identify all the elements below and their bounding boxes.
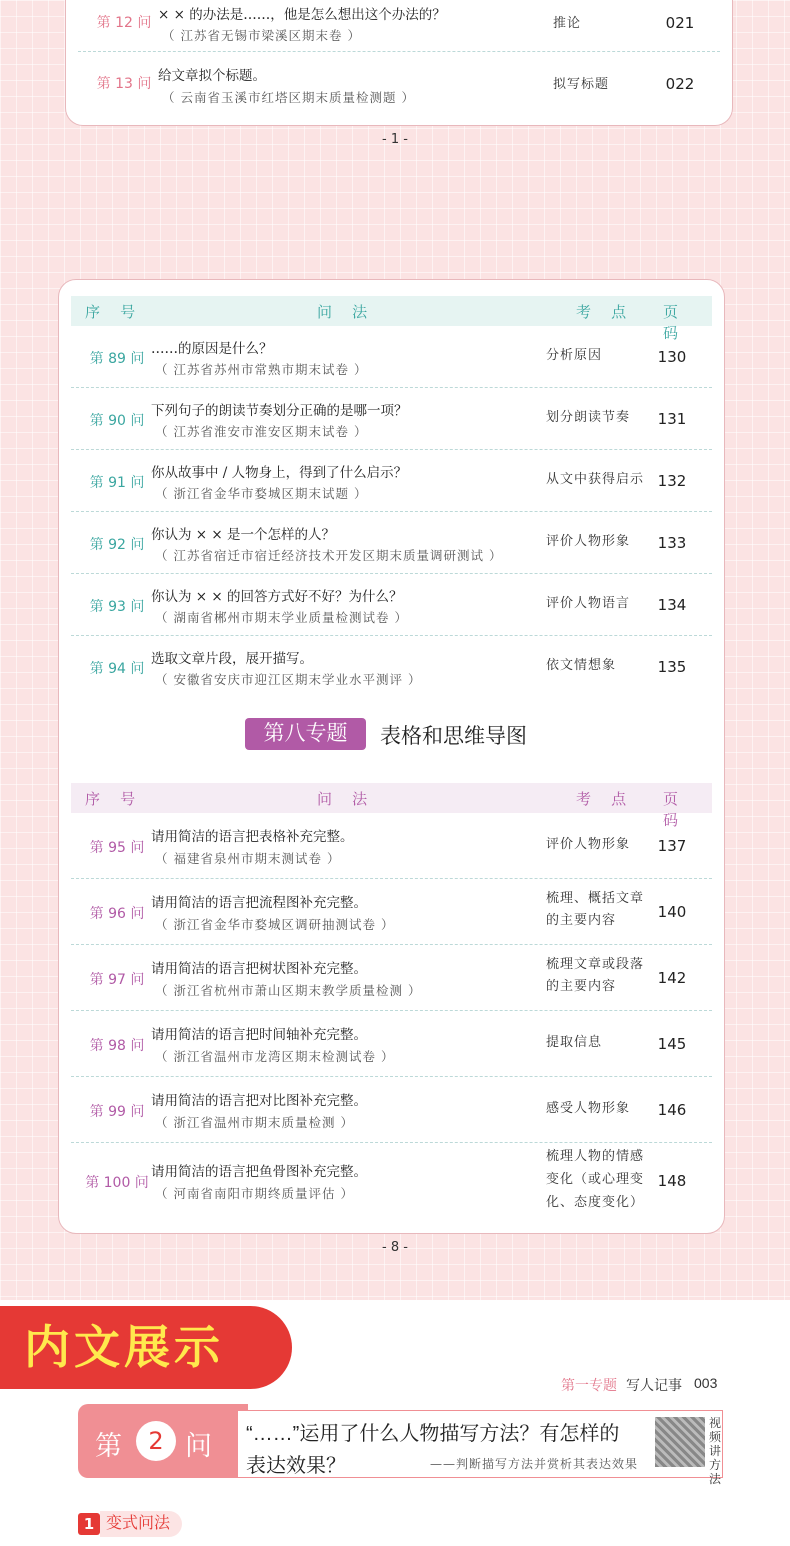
test-point: 评价人物语言 xyxy=(546,596,631,611)
header-point: 考 点 xyxy=(576,791,635,808)
test-point-line2: 变化（或心理变 xyxy=(546,1172,645,1187)
table-row xyxy=(71,326,712,388)
question-text: 你认为 × × 的回答方式好不好？为什么？ xyxy=(151,589,403,605)
header-question: 问 法 xyxy=(317,791,376,808)
question-number: 第 95 问 xyxy=(89,840,145,856)
question-source: （ 江苏省淮安市淮安区期末试卷 ） xyxy=(155,424,368,439)
question-subtitle: ——判断描写方法并赏析其表达效果 xyxy=(430,1457,639,1471)
page-ref: 131 xyxy=(657,410,687,428)
page-number-header: 003 xyxy=(694,1375,718,1391)
question-text: × × 的办法是……，他是怎么想出这个办法的？ xyxy=(158,7,446,23)
question-number: 第 98 问 xyxy=(89,1038,145,1054)
variant-number: 1 xyxy=(78,1513,100,1535)
table-header xyxy=(71,296,712,342)
question-number: 第 96 问 xyxy=(89,906,145,922)
page-ref: 148 xyxy=(657,1172,687,1190)
question-number: 第 100 问 xyxy=(85,1175,149,1191)
page-ref: 133 xyxy=(657,534,687,552)
page-ref: 145 xyxy=(657,1035,687,1053)
page-ref: 140 xyxy=(657,903,687,921)
question-source: （ 福建省泉州市期末测试卷 ） xyxy=(155,851,341,866)
test-point: 评价人物形象 xyxy=(546,837,631,852)
topic-badge: 第八专题 xyxy=(245,718,366,750)
question-number: 第 90 问 xyxy=(89,413,145,429)
test-point: 评价人物形象 xyxy=(546,534,631,549)
test-point: 从文中获得启示 xyxy=(546,472,645,487)
question-source: （ 河南省南阳市期终质量评估 ） xyxy=(155,1186,354,1201)
question-number: 第 93 问 xyxy=(89,599,145,615)
table-row xyxy=(71,1143,712,1221)
table-row xyxy=(71,512,712,574)
video-label: 视频讲方法 xyxy=(709,1416,722,1486)
question-prefix: 第 xyxy=(95,1431,122,1462)
question-source: （ 安徽省安庆市迎江区期末学业水平测评 ） xyxy=(155,672,422,687)
question-source: （ 江苏省苏州市常熟市期末试卷 ） xyxy=(155,362,368,377)
header-num: 序 号 xyxy=(85,791,144,808)
test-point: 推论 xyxy=(553,16,582,31)
question-number: 第 99 问 xyxy=(89,1104,145,1120)
section-name: 写人记事 xyxy=(626,1377,682,1393)
table-row xyxy=(71,1011,712,1077)
test-point: 感受人物形象 xyxy=(546,1101,631,1116)
page-ref: 132 xyxy=(657,472,687,490)
header-page: 页 码 xyxy=(663,791,687,829)
question-source: （ 浙江省温州市期末质量检测 ） xyxy=(155,1115,354,1130)
question-source: （ 江苏省无锡市梁溪区期末卷 ） xyxy=(162,28,361,43)
page-ref: 022 xyxy=(665,75,695,93)
table-row xyxy=(78,0,720,52)
question-number-circle: 2 xyxy=(136,1421,176,1461)
question-text: 下列句子的朗读节奏划分正确的是哪一项？ xyxy=(151,403,408,419)
test-point: 提取信息 xyxy=(546,1035,603,1050)
page-number: - 8 - xyxy=(382,1240,408,1255)
header-page: 页 码 xyxy=(663,304,687,342)
question-text: 给文章拟个标题。 xyxy=(158,68,266,84)
test-point: 依文情想象 xyxy=(546,658,617,673)
header-question: 问 法 xyxy=(317,304,376,321)
question-text: 请用简洁的语言把对比图补充完整。 xyxy=(151,1093,367,1109)
test-point-line2: 的主要内容 xyxy=(546,913,617,928)
question-number: 第 13 问 xyxy=(96,76,152,92)
table-row xyxy=(71,813,712,879)
question-text: 你从故事中 / 人物身上，得到了什么启示？ xyxy=(151,465,408,481)
table-row xyxy=(71,879,712,945)
question-text: 请用简洁的语言把树状图补充完整。 xyxy=(151,961,367,977)
toc-card-page-8 xyxy=(58,279,725,1234)
question-number: 第 94 问 xyxy=(89,661,145,677)
question-suffix: 问 xyxy=(185,1431,212,1462)
table-row xyxy=(71,1077,712,1143)
table-header xyxy=(71,783,712,829)
header-point: 考 点 xyxy=(576,304,635,321)
question-source: （ 浙江省金华市婺城区期末试题 ） xyxy=(155,486,368,501)
question-source: （ 江苏省宿迁市宿迁经济技术开发区期末质量调研测试 ） xyxy=(155,548,503,563)
question-source: （ 浙江省金华市婺城区调研抽测试卷 ） xyxy=(155,917,395,932)
question-number: 第 89 问 xyxy=(89,351,145,367)
toc-card-page-1 xyxy=(65,0,733,126)
qr-code-icon[interactable] xyxy=(655,1417,705,1467)
table-row xyxy=(78,53,720,115)
question-title-line1: “……”运用了什么人物描写方法？有怎样的 xyxy=(246,1423,620,1445)
question-number: 第 97 问 xyxy=(89,972,145,988)
question-number: 第 91 问 xyxy=(89,475,145,491)
page-ref: 135 xyxy=(657,658,687,676)
question-number: 第 12 问 xyxy=(96,15,152,31)
table-row xyxy=(71,574,712,636)
test-point: 梳理人物的情感 xyxy=(546,1149,645,1164)
test-point: 划分朗读节奏 xyxy=(546,410,631,425)
test-point: 拟写标题 xyxy=(553,77,610,92)
page-ref: 146 xyxy=(657,1101,687,1119)
question-source: （ 湖南省郴州市期末学业质量检测试卷 ） xyxy=(155,610,408,625)
page-ref: 134 xyxy=(657,596,687,614)
page-ref: 142 xyxy=(657,969,687,987)
table-row xyxy=(71,636,712,698)
page-ref: 137 xyxy=(657,837,687,855)
question-text: 请用简洁的语言把流程图补充完整。 xyxy=(151,895,367,911)
variant-label: 变式问法 xyxy=(100,1511,182,1537)
topic-title: 表格和思维导图 xyxy=(380,725,527,748)
question-text: 请用简洁的语言把鱼骨图补充完整。 xyxy=(151,1164,367,1180)
question-text: 你认为 × × 是一个怎样的人？ xyxy=(151,527,335,543)
question-source: （ 浙江省杭州市萧山区期末教学质量检测 ） xyxy=(155,983,422,998)
page-ref: 021 xyxy=(665,14,695,32)
page-number: - 1 - xyxy=(382,132,408,147)
question-text: 请用简洁的语言把时间轴补充完整。 xyxy=(151,1027,367,1043)
page-ref: 130 xyxy=(657,348,687,366)
showcase-banner: 内文展示 xyxy=(0,1306,292,1389)
test-point: 梳理文章或段落 xyxy=(546,957,645,972)
question-text: ……的原因是什么？ xyxy=(151,341,273,357)
test-point-line2: 的主要内容 xyxy=(546,979,617,994)
question-title-line2: 表达效果？ xyxy=(246,1455,346,1477)
table-row xyxy=(71,450,712,512)
table-row xyxy=(71,388,712,450)
test-point: 分析原因 xyxy=(546,348,603,363)
test-point: 梳理、概括文章 xyxy=(546,891,645,906)
header-num: 序 号 xyxy=(85,304,144,321)
question-source: （ 浙江省温州市龙湾区期末检测试卷 ） xyxy=(155,1049,395,1064)
question-source: （ 云南省玉溪市红塔区期末质量检测题 ） xyxy=(162,90,415,105)
question-text: 请用简洁的语言把表格补充完整。 xyxy=(151,829,354,845)
section-label: 第一专题 xyxy=(561,1377,617,1393)
table-row xyxy=(71,945,712,1011)
question-text: 选取文章片段，展开描写。 xyxy=(151,651,313,667)
test-point-line3: 化、态度变化） xyxy=(546,1195,645,1210)
question-number: 第 92 问 xyxy=(89,537,145,553)
